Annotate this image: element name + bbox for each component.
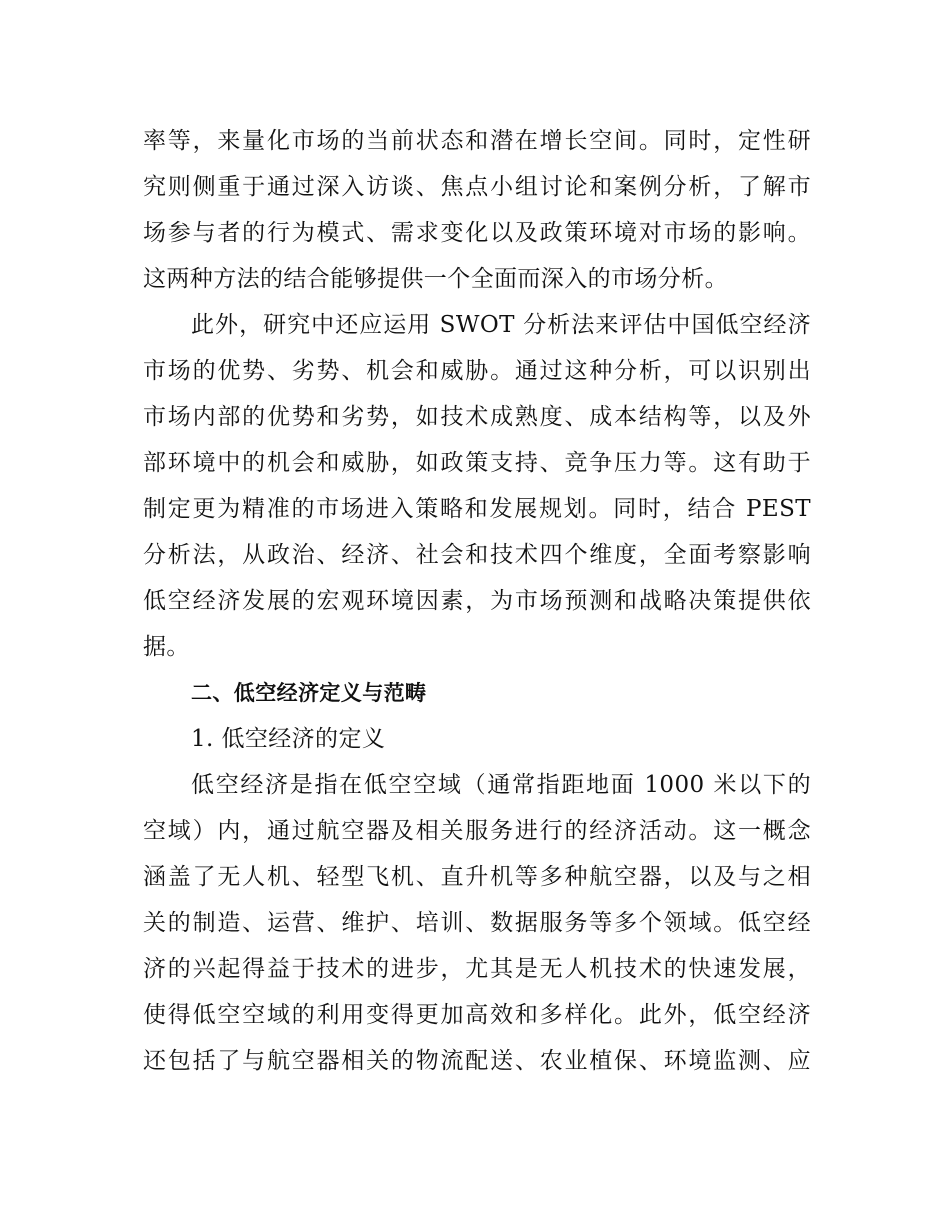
text-line: 此外，研究中还应运用 SWOT 分析法来评估中国低空经济 bbox=[191, 312, 811, 338]
text-line: 这两种方法的结合能够提供一个全面而深入的市场分析。 bbox=[143, 266, 728, 292]
text-line: 低空经济发展的宏观环境因素，为市场预测和战略决策提供依 bbox=[143, 588, 811, 614]
text-line: 空域）内，通过航空器及相关服务进行的经济活动。这一概念 bbox=[143, 818, 811, 844]
text-line: 使得低空空域的利用变得更加高效和多样化。此外，低空经济 bbox=[143, 1002, 811, 1028]
text-line: 制定更为精准的市场进入策略和发展规划。同时，结合 PEST bbox=[143, 496, 811, 522]
text-line: 济的兴起得益于技术的进步，尤其是无人机技术的快速发展， bbox=[143, 956, 811, 982]
section-heading: 二、低空经济定义与范畴 bbox=[191, 681, 427, 705]
text-line: 据。 bbox=[143, 634, 190, 660]
paragraph-low-altitude-economy-definition bbox=[143, 762, 811, 1084]
text-line: 究则侧重于通过深入访谈、焦点小组讨论和案例分析，了解市 bbox=[143, 174, 811, 200]
paragraph-swot-pest bbox=[143, 302, 811, 670]
text-line: 率等，来量化市场的当前状态和潜在增长空间。同时，定性研 bbox=[143, 128, 811, 154]
text-line: 分析法，从政治、经济、社会和技术四个维度，全面考察影响 bbox=[143, 542, 811, 568]
text-line: 关的制造、运营、维护、培训、数据服务等多个领域。低空经 bbox=[143, 910, 811, 936]
text-line: 市场的优势、劣势、机会和威胁。通过这种分析，可以识别出 bbox=[143, 358, 811, 384]
text-line: 涵盖了无人机、轻型飞机、直升机等多种航空器，以及与之相 bbox=[143, 864, 811, 890]
subsection-heading: 1. 低空经济的定义 bbox=[191, 726, 386, 752]
text-line: 还包括了与航空器相关的物流配送、农业植保、环境监测、应 bbox=[143, 1048, 811, 1074]
text-line: 低空经济是指在低空空域（通常指距地面 1000 米以下的 bbox=[191, 772, 811, 798]
document-page bbox=[143, 118, 811, 1084]
text-line: 市场内部的优势和劣势，如技术成熟度、成本结构等，以及外 bbox=[143, 404, 811, 430]
text-line: 场参与者的行为模式、需求变化以及政策环境对市场的影响。 bbox=[143, 220, 811, 246]
text-line: 部环境中的机会和威胁，如政策支持、竞争压力等。这有助于 bbox=[143, 450, 811, 476]
paragraph-market-analysis-methods bbox=[143, 118, 811, 302]
